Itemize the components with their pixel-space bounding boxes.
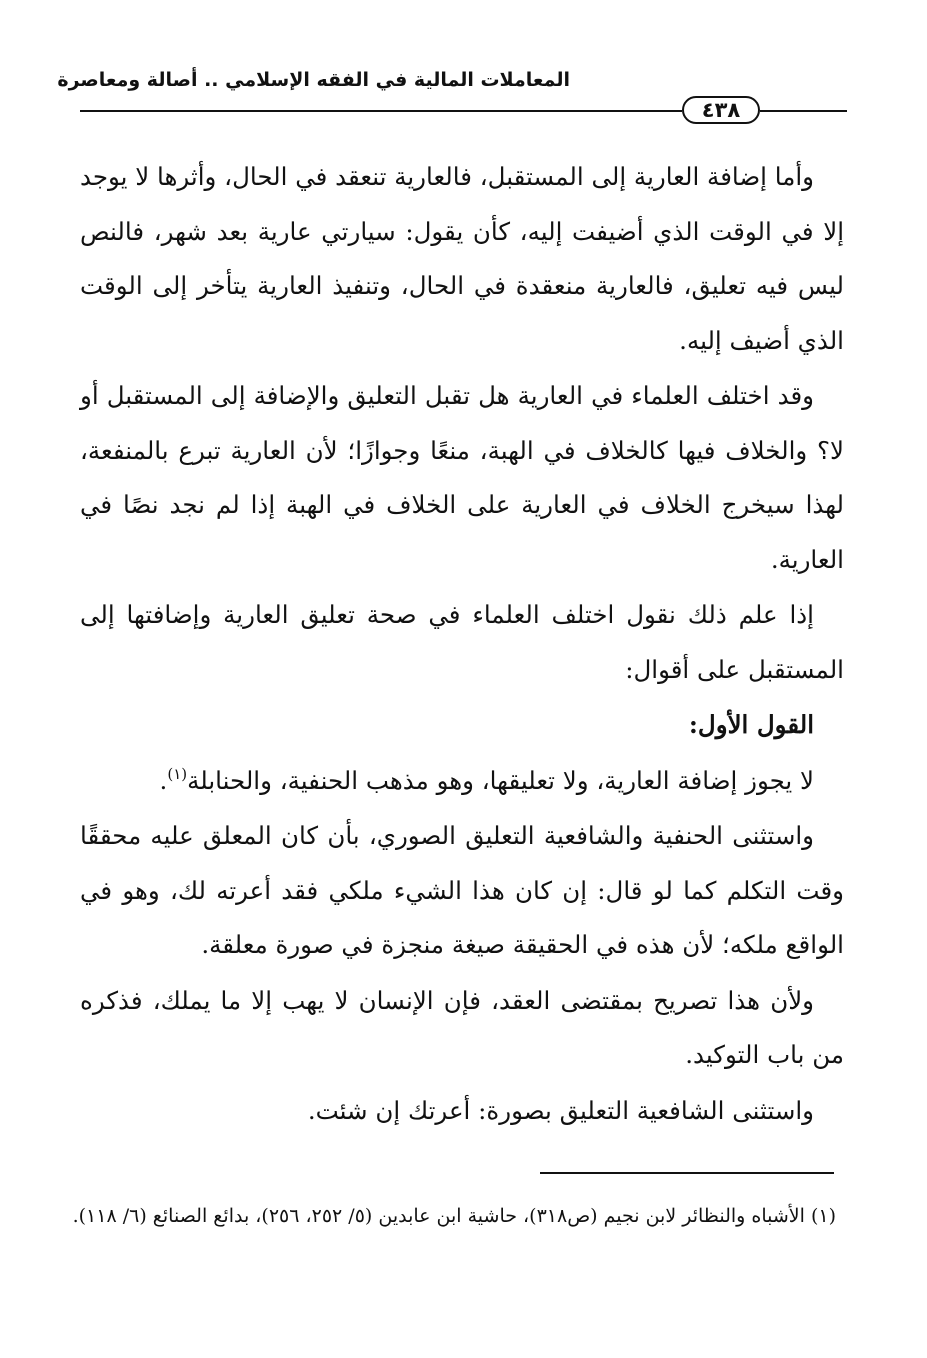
paragraph: وقد اختلف العلماء في العارية هل تقبل التعليق والإضافة إلى المستقبل أو لا؟ والخلاف فيها كالخلاف في الهبة، منعًا وجوازًا؛ لأن العارية تبرع بالمنفعة، لهذا سيخرج الخلاف في العارية على الخلاف في الهبة إذا لم نجد نصًا في العارية.	[80, 381, 844, 574]
paragraph: إذا علم ذلك نقول اختلف العلماء في صحة تعليق العارية وإضافتها إلى المستقبل على أقوال:	[80, 600, 844, 684]
header-rule	[760, 110, 847, 112]
running-title: المعاملات المالية في الفقه الإسلامي .. أصالة ومعاصرة	[57, 69, 570, 91]
page-number-badge	[682, 96, 760, 124]
body-text	[80, 150, 844, 1138]
footnote-separator	[540, 1172, 834, 1174]
paragraph	[80, 754, 844, 809]
paragraph-end: .	[159, 765, 168, 795]
footnote-reference: (١)	[167, 764, 188, 783]
footnote: (١) الأشباه والنظائر لابن نجيم (ص٣١٨)، حاشية ابن عابدين (٥/ ٢٥٢، ٢٥٦)، بدائع الصنائع (٦/ ١١٨).	[72, 1205, 836, 1227]
paragraph: وأما إضافة العارية إلى المستقبل، فالعارية تنعقد في الحال، وأثرها لا يوجد إلا في الوقت الذي أضيفت إليه، كأن يقول: سيارتي عارية بعد شهر، فالنص ليس فيه تعليق، فالعارية منعقدة في الحال، وتنفيذ العارية يتأخر إلى الوقت الذي أضيف إليه.	[80, 162, 844, 355]
section-heading: القول الأول:	[688, 710, 814, 739]
footnotes	[66, 1190, 836, 1242]
paragraph: ولأن هذا تصريح بمقتضى العقد، فإن الإنسان لا يهب إلا ما يملك، فذكره من باب التوكيد.	[80, 985, 844, 1069]
paragraph-text: لا يجوز إضافة العارية، ولا تعليقها، وهو مذهب الحنفية، والحنابلة	[187, 765, 814, 795]
page-number: ٤٣٨	[701, 98, 741, 122]
paragraph: واستثنى الشافعية التعليق بصورة: أعرتك إن شئت.	[307, 1095, 814, 1125]
paragraph: واستثنى الحنفية والشافعية التعليق الصوري، بأن كان المعلق عليه محققًا وقت التكلم كما لو قال: إن كان هذا الشيء ملكي فقد أعرته لك، وهو في الواقع ملكه؛ لأن هذه في الحقيقة صيغة منجزة في صورة معلقة.	[80, 821, 844, 959]
header-rule	[80, 110, 682, 112]
